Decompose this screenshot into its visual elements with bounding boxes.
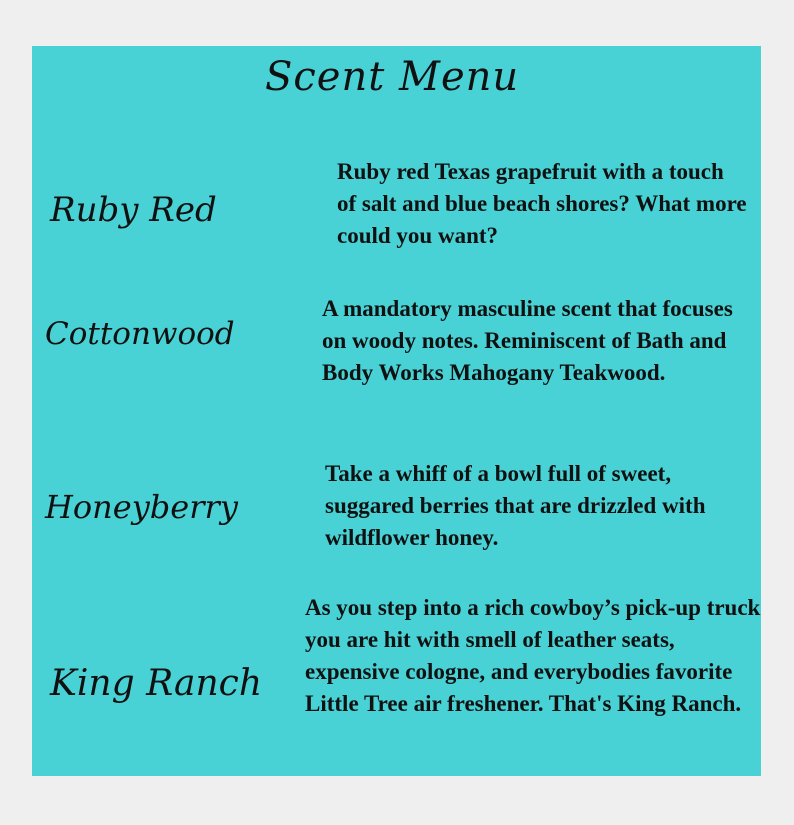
scent-description-cottonwood: A mandatory masculine scent that focuses on woody notes. Reminiscent of Bath and Body Works Mahogany Teakwood. — [322, 296, 733, 385]
scent-description-honeyberry: Take a whiff of a bowl full of sweet, suggared berries that are drizzled with wildflower honey. — [325, 461, 706, 550]
scent-description-ruby-red: Ruby red Texas grapefruit with a touch of salt and blue beach shores? What more could you want? — [337, 159, 747, 248]
scent-name-cottonwood: Cottonwood — [45, 316, 235, 352]
menu-title-text: Scent Menu — [265, 54, 520, 100]
scent-description-king-ranch: As you step into a rich cowboy’s pick-up truck you are hit with smell of leather seats, expensive cologne, and everybodies favorite Little Tree air freshener. That's King Ranch. — [305, 595, 761, 716]
scent-name-king-ranch: King Ranch — [50, 663, 263, 704]
scent-name-ruby-red: Ruby Red — [50, 190, 217, 230]
scent-name-honeyberry: Honeyberry — [45, 488, 238, 526]
